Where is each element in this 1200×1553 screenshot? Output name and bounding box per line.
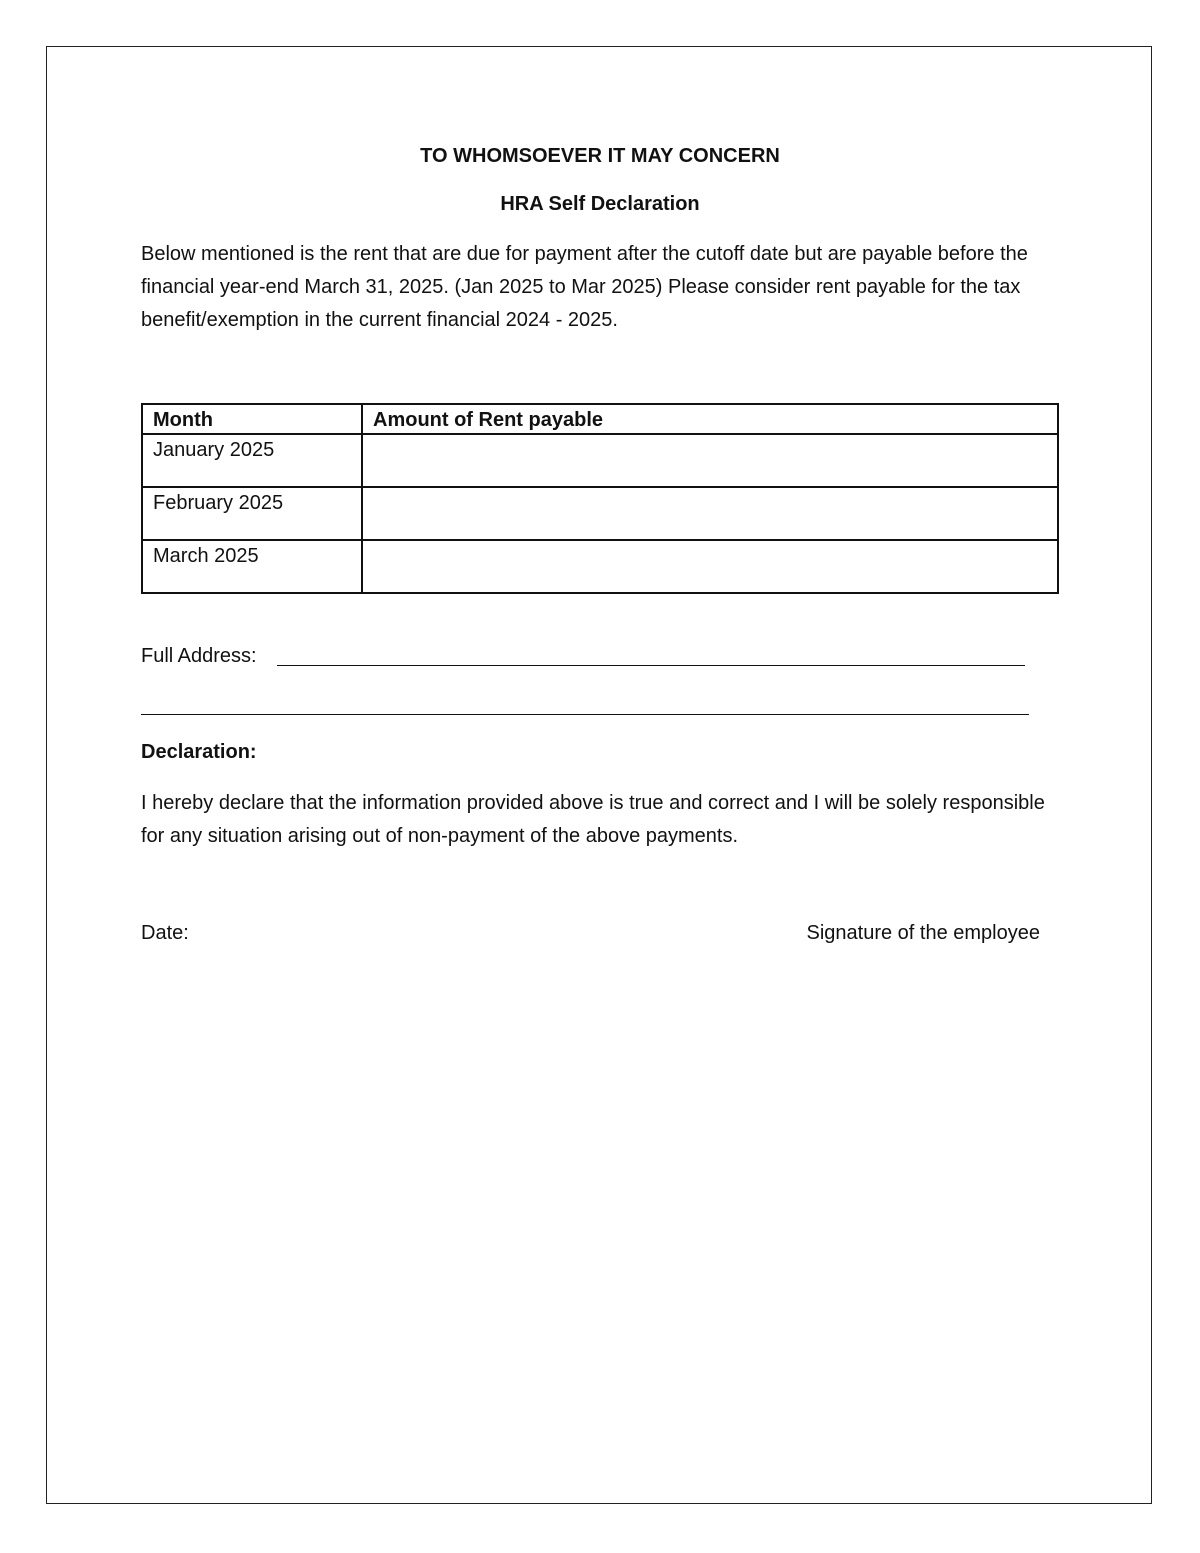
table-row	[142, 434, 1058, 487]
table-row	[142, 540, 1058, 593]
month-cell: January 2025	[142, 434, 362, 487]
address-field-line-1[interactable]	[277, 665, 1025, 666]
date-label: Date:	[141, 922, 189, 944]
rent-table	[141, 403, 1059, 594]
address-row	[141, 643, 1025, 669]
document-title: TO WHOMSOEVER IT MAY CONCERN	[420, 145, 780, 167]
intro-paragraph: Below mentioned is the rent that are due for payment after the cutoff date but are payable before the financial year-end March 31, 2025. (Jan 2025 to Mar 2025) Please consider rent payable for the tax benefit/exemption in the current financial 2024 - 2025.	[141, 243, 1028, 331]
address-label: Full Address:	[141, 645, 257, 667]
amount-cell[interactable]	[362, 434, 1058, 487]
column-header-amount: Amount of Rent payable	[362, 404, 1058, 434]
month-cell: March 2025	[142, 540, 362, 593]
address-field-line-2[interactable]	[141, 714, 1029, 715]
amount-cell[interactable]	[362, 540, 1058, 593]
table-row	[142, 487, 1058, 540]
declaration-heading: Declaration:	[141, 741, 257, 763]
document-subtitle: HRA Self Declaration	[500, 193, 700, 215]
column-header-month: Month	[142, 404, 362, 434]
amount-cell[interactable]	[362, 487, 1058, 540]
declaration-text: I hereby declare that the information provided above is true and correct and I will be solely responsible for any situation arising out of non-payment of the above payments.	[141, 792, 1045, 847]
signature-label: Signature of the employee	[806, 922, 1040, 944]
month-cell: February 2025	[142, 487, 362, 540]
table-header-row	[142, 404, 1058, 434]
